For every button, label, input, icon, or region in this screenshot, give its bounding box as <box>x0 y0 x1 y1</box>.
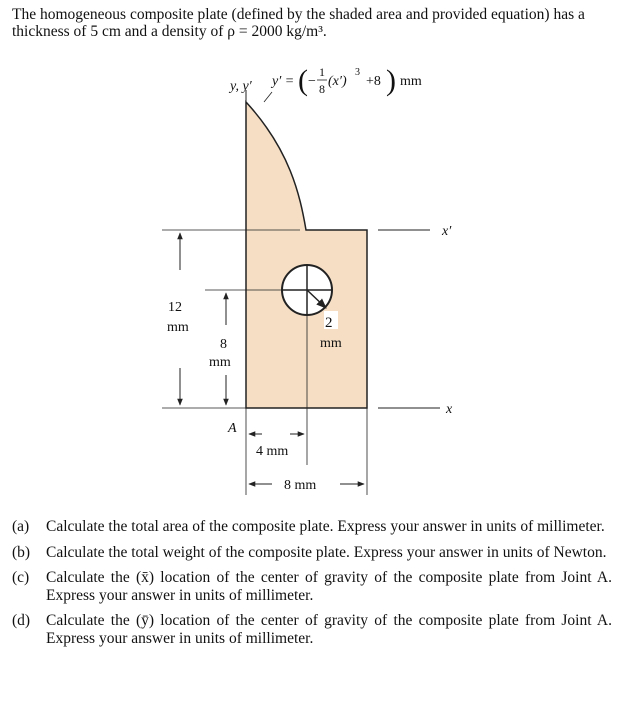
equation-plus8: +8 <box>366 74 381 89</box>
questions-list <box>12 518 612 655</box>
plate-shape <box>246 102 367 408</box>
question-d <box>12 612 612 647</box>
question-c-label: (c) <box>12 569 30 586</box>
question-b <box>12 544 612 562</box>
equation-exponent: 3 <box>355 67 360 78</box>
equation-paren-close: ) <box>386 64 396 97</box>
question-c-text: Calculate the (x̄) location of the center of gravity of the composite plate from Joint A. Express your answer in units of millimeter. <box>46 569 612 604</box>
equation-frac-den: 8 <box>319 82 325 96</box>
point-a-label: A <box>228 421 237 436</box>
equation-unit: mm <box>400 74 422 89</box>
question-c <box>12 569 612 604</box>
problem-statement: The homogeneous composite plate (defined by the shaded area and provided equation) has a thickness of 5 cm and a density of ρ = 2000 kg/m³. <box>12 6 585 40</box>
y-axis-label: y, y′ <box>230 79 252 94</box>
dim-8-unit: mm <box>209 355 231 370</box>
dim-w8-label: 8 mm <box>284 478 317 493</box>
dim-12-value: 12 <box>168 300 182 315</box>
dim-12-unit: mm <box>167 320 189 335</box>
equation-xterm: (x′) <box>328 74 347 89</box>
equation-frac-num: 1 <box>319 65 325 79</box>
question-a <box>12 518 612 536</box>
question-b-text: Calculate the total weight of the composite plate. Express your answer in units of Newton. <box>46 543 607 561</box>
radius-unit: mm <box>320 336 342 351</box>
question-b-label: (b) <box>12 543 31 561</box>
dim-4-label: 4 mm <box>256 444 289 459</box>
equation-leader <box>264 92 272 102</box>
question-a-text: Calculate the total area of the composite plate. Express your answer in units of millimeter. <box>46 518 605 535</box>
equation-lhs: y′ = <box>272 74 295 89</box>
question-d-text: Calculate the (ȳ) location of the center of gravity of the composite plate from Joint A. Express your answer in units of millimeter. <box>46 612 612 647</box>
equation-minus: − <box>308 74 316 89</box>
question-a-label: (a) <box>12 518 30 535</box>
x-axis-label: x <box>446 402 453 417</box>
question-d-label: (d) <box>12 612 31 629</box>
equation-paren-open: ( <box>298 64 308 97</box>
dim-8-value: 8 <box>220 337 227 352</box>
radius-value: 2 <box>325 315 333 331</box>
xprime-axis-label: x′ <box>442 224 452 239</box>
